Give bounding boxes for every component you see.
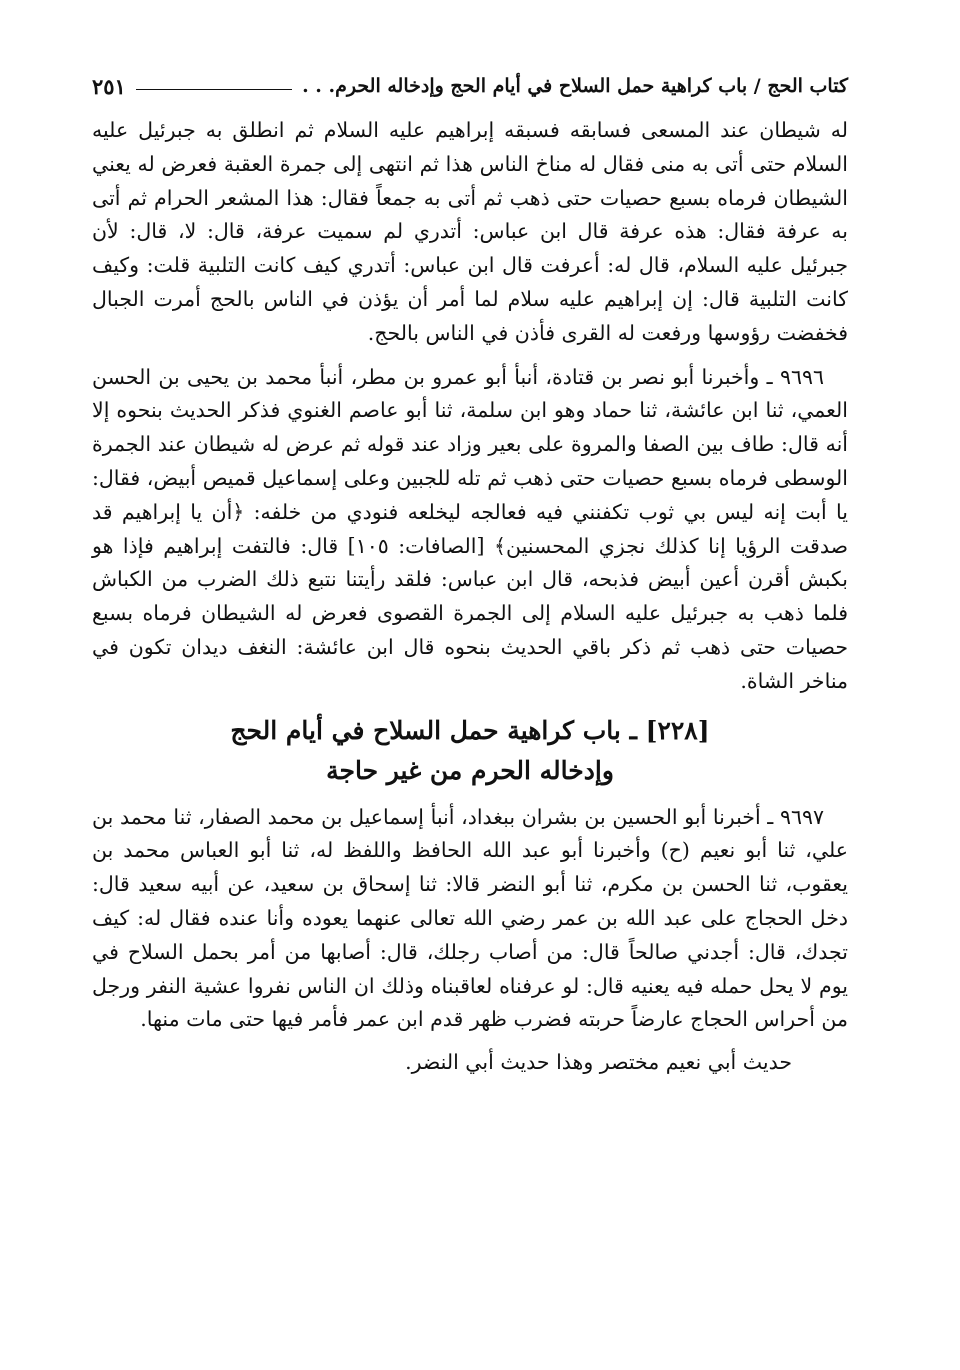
page-number: ٢٥١ bbox=[92, 73, 126, 99]
running-header bbox=[92, 66, 848, 106]
chapter-heading-line-2: وإدخاله الحرم من غير حاجة bbox=[326, 755, 614, 785]
continuation-paragraph: له شيطان عند المسعى فسابقه فسبقه إبراهيم عليه السلام ثم انطلق به جبرئيل عليه السلام حتى أتى به منى فقال له مناخ الناس هذا ثم انتهى إلى جمرة العقبة فعرض له يعني الشيطان فرماه بسبع حصيات حتى ذهب ثم أتى به جمعاً فقال: هذا المشعر الحرام ثم أتى به عرفة فقال: هذه عرفة قال ابن عباس: أتدري لم سميت عرفة، قال: لا، قال: لأن جبرئيل عليه السلام، قال له: أعرفت قال ابن عباس: أتدري كيف كانت التلبية قلت: وكيف كانت التلبية قال: إن إبراهيم عليه سلام لما أمر أن يؤذن في الناس بالحج أمرت الجبال فخفضت رؤوسها ورفعت له القرى فأذن في الناس بالحج. bbox=[92, 118, 848, 345]
closing-note: حديث أبي نعيم مختصر وهذا حديث أبي النضر. bbox=[405, 1050, 792, 1075]
running-header-title: كتاب الحج / باب كراهية حمل السلاح في أيام الحج وإدخاله الحرم. . . bbox=[302, 75, 848, 97]
header-rule bbox=[136, 89, 292, 90]
book-page bbox=[92, 66, 848, 1100]
hadith-paragraph-9696: ٩٦٩٦ ـ وأخبرنا أبو نصر بن قتادة، أنبأ أبو عمرو بن مطر، أنبأ محمد بن يحيى بن الحسن العمي، ثنا ابن عائشة، ثنا حماد وهو ابن سلمة، ثنا أبو عاصم الغنوي فذكر الحديث بنحوه إلا أنه قال: طاف بين الصفا والمروة على بعير وزاد عند قوله ثم عرض له شيطان عند الجمرة الوسطى فرماه بسبع حصيات حتى ذهب ثم تله للجبين وعلى إسماعيل قميص أبيض، فقال: يا أبت إنه ليس بي ثوب تكفنني فيه فعالجه ليخلعه فنودي من خلفه: ﴿أن يا إبراهيم قد صدقت الرؤيا إنا كذلك نجزي المحسنين﴾ [الصافات: ١٠٥] قال: فالتفت إبراهيم فإذا هو بكبش أقرن أعين أبيض فذبحه، قال ابن عباس: فلقد رأيتنا نتبع ذلك الضرب من الكباش فلما ذهب به جبرئيل عليه السلام إلى الجمرة القصوى فعرض له الشيطان فرماه بسبع حصيات حتى ذهب ثم ذكر باقي الحديث بنحوه قال ابن عائشة: النغف ديدان تكون في مناخر الشاة. bbox=[92, 364, 848, 693]
chapter-heading bbox=[92, 711, 848, 791]
chapter-heading-line-1: [٢٢٨] ـ باب كراهية حمل السلاح في أيام الحج bbox=[230, 715, 710, 745]
hadith-paragraph-9697: ٩٦٩٧ ـ أخبرنا أبو الحسين بن بشران ببغداد، أنبأ إسماعيل بن محمد الصفار، ثنا محمد بن علي، ثنا أبو نعيم (ح) وأخبرنا أبو عبد الله الحافظ واللفظ له، ثنا أبو العباس محمد بن يعقوب، ثنا الحسن بن مكرم، ثنا أبو النضر قالا: ثنا إسحاق بن سعيد، عن أبيه سعيد قال: دخل الحجاج على عبد الله بن عمر رضي الله تعالى عنهما يعوده وأنا عنده فقال له: كيف تجدك، قال: أجدني صالحاً قال: من أصاب رجلك، قال: أصابها من أمر بحمل السلاح في يوم لا يحل حمله فيه يعنيه قال: لو عرفناه لعاقبناه وذلك ان الناس نفروا عشية النفر ورجل من أحراس الحجاج عارضاً حربته فضرب ظهر قدم ابن عمر فأمر فيها حتى مات منها. bbox=[92, 804, 848, 1032]
